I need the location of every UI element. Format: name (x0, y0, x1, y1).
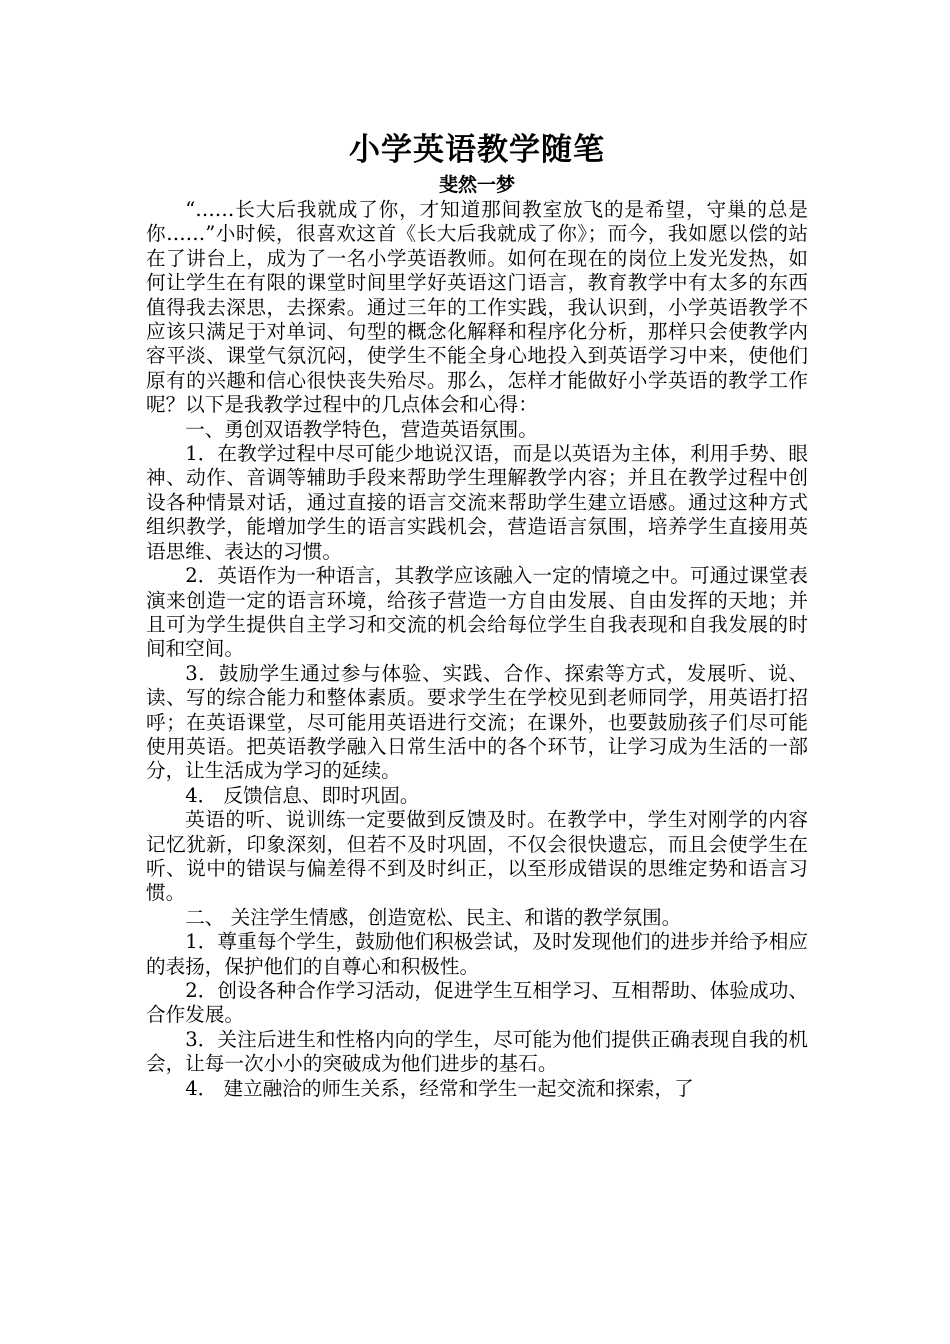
paragraph-1-4-heading: 4． 反馈信息、即时巩固。 (185, 783, 420, 807)
paragraph-1-1: 1．在教学过程中尽可能少地说汉语，而是以英语为主体，利用手势、眼神、动作、音调等辅助手段来帮助学生理解教学内容；并且在教学过程中创设各种情景对话，通过直接的语言交流来帮助学生建立语感。通过这种方式组织教学，能增加学生的语言实践机会，营造语言氛围，培养学生直接用英语思维、表达的习惯。 (146, 442, 808, 563)
document-author: 斐然一梦 (438, 174, 515, 196)
section-heading-2: 二、 关注学生情感，创造宽松、民主、和谐的教学氛围。 (185, 905, 682, 929)
section-heading-1: 一、勇创双语教学特色，营造英语氛围。 (185, 417, 538, 441)
paragraph-1-4-body: 英语的听、说训练一定要做到反馈及时。在教学中，学生对刚学的内容记忆犹新，印象深刻，但若不及时巩固，不仅会很快遗忘，而且会使学生在听、说中的错误与偏差得不到及时纠正，以至形成错误的思维定势和语言习惯。 (146, 808, 808, 905)
paragraph-2-1: 1．尊重每个学生，鼓励他们积极尝试，及时发现他们的进步并给予相应的表扬，保护他们的自尊心和积极性。 (146, 930, 808, 978)
paragraph-1-2: 2．英语作为一种语言，其教学应该融入一定的情境之中。可通过课堂表演来创造一定的语言环境，给孩子营造一方自由发展、自由发挥的天地；并且可为学生提供自主学习和交流的机会给每位学生自我表现和自我发展的时间和空间。 (146, 564, 808, 661)
document-title: 小学英语教学随笔 (349, 132, 605, 168)
document-page (146, 128, 808, 1101)
paragraph-1-3: 3．鼓励学生通过参与体验、实践、合作、探索等方式，发展听、说、读、写的综合能力和整体素质。要求学生在学校见到老师同学，用英语打招呼；在英语课堂，尽可能用英语进行交流；在课外，也要鼓励孩子们尽可能使用英语。把英语教学融入日常生活中的各个环节，让学习成为生活的一部分，让生活成为学习的延续。 (146, 661, 808, 783)
paragraph-2-3: 3．关注后进生和性格内向的学生，尽可能为他们提供正确表现自我的机会，让每一次小小的突破成为他们进步的基石。 (146, 1027, 808, 1076)
paragraph-intro: “……长大后我就成了你，才知道那间教室放飞的是希望，守巢的总是你……”小时候，很喜欢这首《长大后我就成了你》；而今，我如愿以偿的站在了讲台上，成为了一名小学英语教师。如何在现在的岗位上发光发热，如何让学生在有限的课堂时间里学好英语这门语言，教育教学中有太多的东西值得我去深思，去探索。通过三年的工作实践，我认识到，小学英语教学不应该只满足于对单词、句型的概念化解释和程序化分析，那样只会使教学内容平淡、课堂气氛沉闷，使学生不能全身心地投入到英语学习中来，使他们原有的兴趣和信心很快丧失殆尽。那么，怎样才能做好小学英语的教学工作呢？以下是我教学过程中的几点体会和心得： (146, 198, 808, 417)
paragraph-2-4: 4． 建立融洽的师生关系，经常和学生一起交流和探索，了 (185, 1076, 694, 1100)
paragraph-2-2: 2．创设各种合作学习活动，促进学生互相学习、互相帮助、体验成功、合作发展。 (146, 979, 808, 1027)
